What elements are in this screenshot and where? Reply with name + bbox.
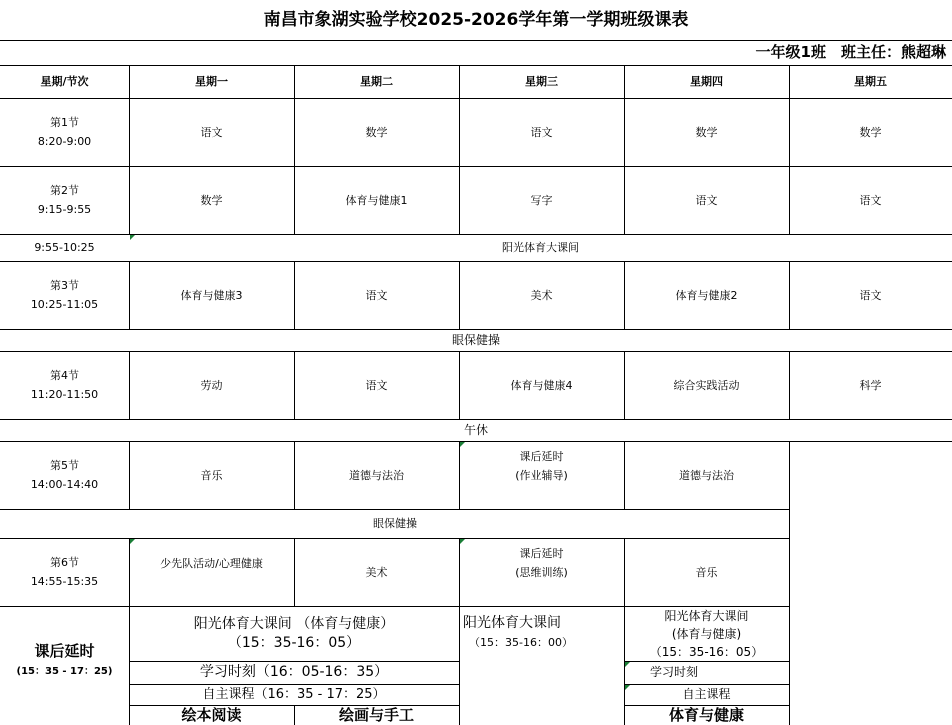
page-title: 南昌市象湖实验学校2025-2026学年第一学期班级课表 xyxy=(263,10,689,30)
eye-exercise-row: 眼保健操 xyxy=(373,517,417,530)
schedule-cell: 语文 xyxy=(200,125,223,139)
activity-time: （15：35-16：00） xyxy=(469,636,573,649)
activity-sub: (体育与健康) xyxy=(671,626,742,641)
schedule-cell: 语文 xyxy=(695,193,718,207)
noon-break-row: 午休 xyxy=(463,422,488,437)
activity-main: 阳光体育大课间 xyxy=(664,608,749,623)
mon-course: 绘本阅读 xyxy=(181,705,242,724)
period-label xyxy=(0,351,129,419)
period-label xyxy=(0,98,129,166)
schedule-cell: 体育与健康1 xyxy=(345,193,408,207)
cell-main: 课后延时 xyxy=(519,450,564,463)
period-label xyxy=(0,261,129,329)
period-name: 第1节 xyxy=(50,116,79,129)
self-course: 自主课程（16：35 - 17：25） xyxy=(202,687,386,702)
cell-main: 课后延时 xyxy=(519,547,564,560)
eye-exercise-row: 眼保健操 xyxy=(451,332,500,347)
schedule-cell: 语文 xyxy=(365,288,388,302)
thu-activity xyxy=(624,606,789,661)
schedule-cell: 语文 xyxy=(530,125,553,139)
period-name: 第3节 xyxy=(50,279,79,292)
period-label xyxy=(0,166,129,234)
schedule-cell: 音乐 xyxy=(200,468,223,482)
period-label xyxy=(0,441,129,509)
tue-course: 绘画与手工 xyxy=(338,705,414,724)
schedule-cell: 写字 xyxy=(530,193,553,207)
schedule-cell xyxy=(459,441,624,491)
break-time: 9:55-10:25 xyxy=(34,241,95,254)
cell-sub: (思维训练) xyxy=(515,566,568,579)
day-header: 星期三 xyxy=(525,75,558,88)
day-header: 星期五 xyxy=(854,75,887,88)
period-time: 8:20-9:00 xyxy=(37,135,92,148)
day-header: 星期二 xyxy=(360,75,393,88)
schedule-cell: 数学 xyxy=(365,125,388,139)
class-info: 一年级1班 班主任：熊超琳 xyxy=(755,43,946,61)
schedule-cell: 美术 xyxy=(365,565,388,579)
schedule-cell: 音乐 xyxy=(695,565,718,579)
activity-main: 阳光体育大课间 xyxy=(463,615,561,631)
period-time: 14:00-14:40 xyxy=(30,478,99,491)
activity-main: 阳光体育大课间 （体育与健康） xyxy=(193,615,395,632)
schedule-cell: 道德与法治 xyxy=(349,468,404,482)
schedule-cell: 数学 xyxy=(200,193,223,207)
schedule-cell: 语文 xyxy=(859,193,882,207)
thu-self-course: 自主课程 xyxy=(682,687,731,701)
grid-line xyxy=(789,441,790,725)
day-header: 星期四 xyxy=(690,75,723,88)
period-time: 14:55-15:35 xyxy=(30,575,99,588)
after-school-label xyxy=(0,630,129,690)
schedule-cell: 道德与法治 xyxy=(679,468,734,482)
schedule-cell: 数学 xyxy=(859,125,882,139)
thu-study-time: 学习时刻 xyxy=(649,665,698,679)
period-time: 10:25-11:05 xyxy=(30,298,99,311)
schedule-cell xyxy=(459,538,624,588)
period-name: 第6节 xyxy=(50,556,79,569)
after-school-title: 课后延时 xyxy=(34,641,95,660)
schedule-cell: 语文 xyxy=(365,378,388,392)
period-name: 第4节 xyxy=(50,369,79,382)
schedule-cell: 美术 xyxy=(530,288,553,302)
period-name: 第5节 xyxy=(50,459,79,472)
activity-time: （15：35-16：05） xyxy=(227,634,361,651)
grid-line xyxy=(0,40,952,41)
study-time: 学习时刻（16：05-16：35） xyxy=(199,664,389,680)
schedule-cell: 综合实践活动 xyxy=(673,378,740,392)
mon-tue-activity xyxy=(129,606,459,661)
after-school-time: (15：35 - 17：25) xyxy=(16,665,113,677)
break-label: 阳光体育大课间 xyxy=(502,241,579,254)
period-name: 第2节 xyxy=(50,184,79,197)
corner-header: 星期/节次 xyxy=(40,75,89,88)
wed-activity xyxy=(459,610,628,656)
thu-course: 体育与健康 xyxy=(668,705,744,724)
cell-sub: (作业辅导) xyxy=(515,469,568,482)
schedule-cell: 劳动 xyxy=(200,378,223,392)
schedule-cell: 体育与健康4 xyxy=(510,378,573,392)
day-header: 星期一 xyxy=(195,75,228,88)
period-time: 11:20-11:50 xyxy=(30,388,99,401)
period-label xyxy=(0,538,129,606)
schedule-cell: 体育与健康2 xyxy=(675,288,738,302)
activity-time: （15：35-16：05） xyxy=(649,644,764,659)
schedule-cell: 科学 xyxy=(859,378,882,392)
schedule-cell: 体育与健康3 xyxy=(180,288,243,302)
period-time: 9:15-9:55 xyxy=(37,203,92,216)
schedule-cell: 语文 xyxy=(859,288,882,302)
schedule-cell: 少先队活动/心理健康 xyxy=(160,556,263,570)
schedule-cell: 数学 xyxy=(695,125,718,139)
